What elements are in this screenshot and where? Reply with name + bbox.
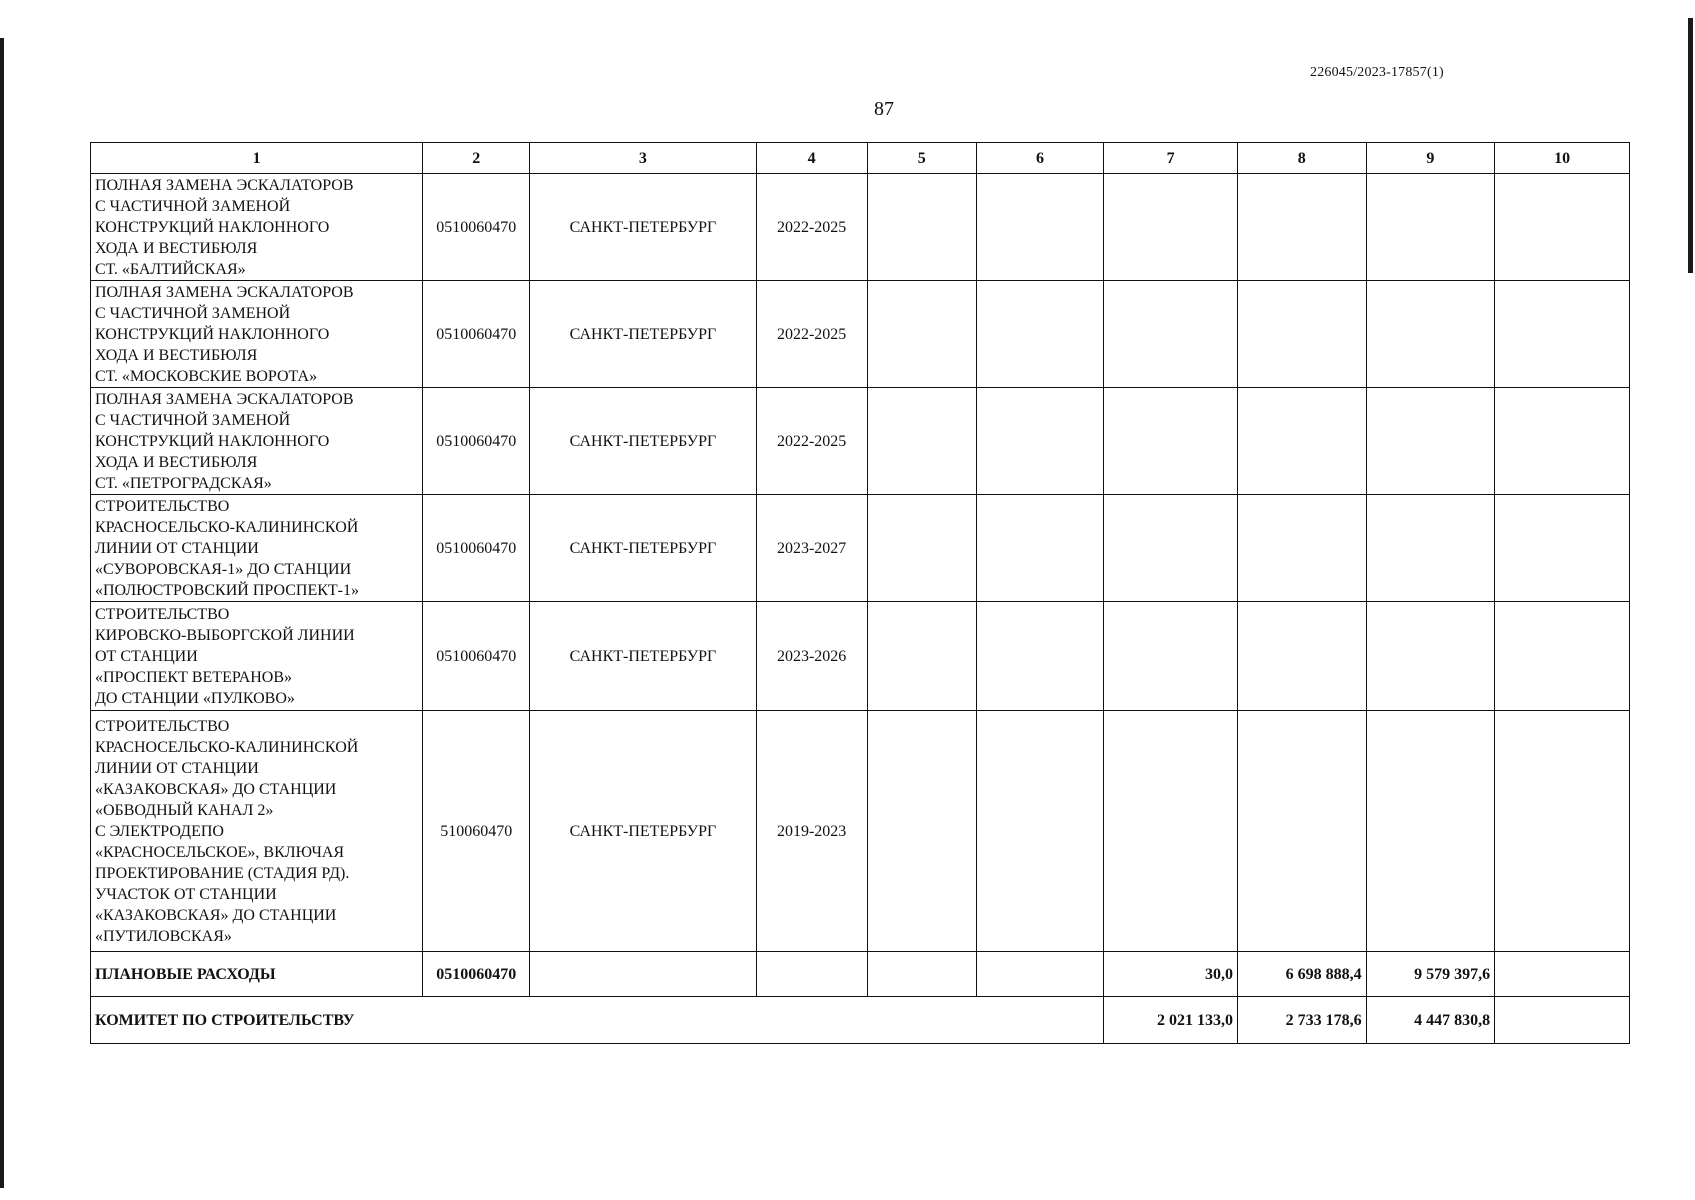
object-name: ПОЛНАЯ ЗАМЕНА ЭСКАЛАТОРОВ С ЧАСТИЧНОЙ ЗАМЕНОЙ КОНСТРУКЦИЙ НАКЛОННОГО ХОДА И ВЕСТИБЮЛЯ СТ. «МОСКОВСКИЕ ВОРОТА»: [91, 281, 423, 388]
period: 2023-2027: [756, 495, 867, 602]
planned-expenses-row: [91, 952, 1630, 997]
location: САНКТ-ПЕТЕРБУРГ: [530, 174, 756, 281]
empty-cell: [1495, 711, 1630, 952]
empty-cell: [1495, 495, 1630, 602]
empty-cell: [1238, 602, 1367, 711]
period: 2023-2026: [756, 602, 867, 711]
empty-cell: [867, 495, 976, 602]
budget-table: [90, 142, 1630, 1044]
empty-cell: [1238, 711, 1367, 952]
empty-cell: [1104, 174, 1238, 281]
column-header: 7: [1104, 143, 1238, 174]
empty-cell: [867, 174, 976, 281]
empty-cell: [976, 602, 1104, 711]
planned-expenses-col8: 6 698 888,4: [1238, 952, 1367, 997]
empty-cell: [530, 952, 756, 997]
column-header: 8: [1238, 143, 1367, 174]
planned-expenses-code: 0510060470: [423, 952, 530, 997]
empty-cell: [1366, 602, 1495, 711]
empty-cell: [976, 388, 1104, 495]
empty-cell: [1366, 281, 1495, 388]
budget-code: 0510060470: [423, 388, 530, 495]
empty-cell: [1104, 388, 1238, 495]
column-header: 10: [1495, 143, 1630, 174]
budget-code: 510060470: [423, 711, 530, 952]
table-row: [91, 174, 1630, 281]
empty-cell: [1366, 388, 1495, 495]
document-id: 226045/2023-17857(1): [1310, 65, 1444, 80]
empty-cell: [1495, 602, 1630, 711]
empty-cell: [1238, 174, 1367, 281]
object-name: ПОЛНАЯ ЗАМЕНА ЭСКАЛАТОРОВ С ЧАСТИЧНОЙ ЗАМЕНОЙ КОНСТРУКЦИЙ НАКЛОННОГО ХОДА И ВЕСТИБЮЛЯ СТ. «ПЕТРОГРАДСКАЯ»: [91, 388, 423, 495]
empty-cell: [1495, 952, 1630, 997]
table-header-row: [91, 143, 1630, 174]
column-header: 4: [756, 143, 867, 174]
empty-cell: [1366, 711, 1495, 952]
column-header: 3: [530, 143, 756, 174]
budget-code: 0510060470: [423, 281, 530, 388]
location: САНКТ-ПЕТЕРБУРГ: [530, 602, 756, 711]
column-header: 9: [1366, 143, 1495, 174]
committee-col9: 4 447 830,8: [1366, 997, 1495, 1044]
empty-cell: [756, 952, 867, 997]
empty-cell: [1495, 388, 1630, 495]
empty-cell: [1495, 997, 1630, 1044]
empty-cell: [1238, 388, 1367, 495]
period: 2022-2025: [756, 174, 867, 281]
empty-cell: [1238, 495, 1367, 602]
empty-cell: [1104, 602, 1238, 711]
empty-cell: [1238, 281, 1367, 388]
empty-cell: [976, 281, 1104, 388]
location: САНКТ-ПЕТЕРБУРГ: [530, 495, 756, 602]
period: 2022-2025: [756, 281, 867, 388]
empty-cell: [976, 174, 1104, 281]
empty-cell: [867, 281, 976, 388]
table-row: [91, 495, 1630, 602]
object-name: СТРОИТЕЛЬСТВО КРАСНОСЕЛЬСКО-КАЛИНИНСКОЙ ЛИНИИ ОТ СТАНЦИИ «СУВОРОВСКАЯ-1» ДО СТАНЦИИ «ПОЛЮСТРОВСКИЙ ПРОСПЕКТ-1»: [91, 495, 423, 602]
empty-cell: [1495, 281, 1630, 388]
scan-edge-left: [0, 38, 4, 1188]
budget-code: 0510060470: [423, 174, 530, 281]
empty-cell: [1366, 174, 1495, 281]
empty-cell: [867, 602, 976, 711]
budget-code: 0510060470: [423, 602, 530, 711]
table-row: [91, 602, 1630, 711]
object-name: СТРОИТЕЛЬСТВО КРАСНОСЕЛЬСКО-КАЛИНИНСКОЙ ЛИНИИ ОТ СТАНЦИИ «КАЗАКОВСКАЯ» ДО СТАНЦИИ «ОБВОДНЫЙ КАНАЛ 2» С ЭЛЕКТРОДЕПО «КРАСНОСЕЛЬСКОЕ», ВКЛЮЧАЯ ПРОЕКТИРОВАНИЕ (СТАДИЯ РД). УЧАСТОК ОТ СТАНЦИИ «КАЗАКОВСКАЯ» ДО СТАНЦИИ «ПУТИЛОВСКАЯ»: [91, 711, 423, 952]
period: 2022-2025: [756, 388, 867, 495]
column-header: 1: [91, 143, 423, 174]
empty-cell: [976, 952, 1104, 997]
location: САНКТ-ПЕТЕРБУРГ: [530, 281, 756, 388]
table-row: [91, 711, 1630, 952]
budget-code: 0510060470: [423, 495, 530, 602]
committee-total-row: [91, 997, 1630, 1044]
column-header: 6: [976, 143, 1104, 174]
object-name: ПОЛНАЯ ЗАМЕНА ЭСКАЛАТОРОВ С ЧАСТИЧНОЙ ЗАМЕНОЙ КОНСТРУКЦИЙ НАКЛОННОГО ХОДА И ВЕСТИБЮЛЯ СТ. «БАЛТИЙСКАЯ»: [91, 174, 423, 281]
committee-col7: 2 021 133,0: [1104, 997, 1238, 1044]
location: САНКТ-ПЕТЕРБУРГ: [530, 711, 756, 952]
planned-expenses-col7: 30,0: [1104, 952, 1238, 997]
object-name: СТРОИТЕЛЬСТВО КИРОВСКО-ВЫБОРГСКОЙ ЛИНИИ ОТ СТАНЦИИ «ПРОСПЕКТ ВЕТЕРАНОВ» ДО СТАНЦИИ «ПУЛКОВО»: [91, 602, 423, 711]
empty-cell: [1104, 281, 1238, 388]
empty-cell: [867, 952, 976, 997]
scan-edge-right: [1688, 18, 1693, 273]
empty-cell: [1104, 495, 1238, 602]
empty-cell: [976, 495, 1104, 602]
empty-cell: [1495, 174, 1630, 281]
empty-cell: [1366, 495, 1495, 602]
table-row: [91, 388, 1630, 495]
period: 2019-2023: [756, 711, 867, 952]
empty-cell: [867, 388, 976, 495]
committee-col8: 2 733 178,6: [1238, 997, 1367, 1044]
location: САНКТ-ПЕТЕРБУРГ: [530, 388, 756, 495]
empty-cell: [1104, 711, 1238, 952]
planned-expenses-label: ПЛАНОВЫЕ РАСХОДЫ: [91, 952, 423, 997]
planned-expenses-col9: 9 579 397,6: [1366, 952, 1495, 997]
empty-cell: [976, 711, 1104, 952]
table-row: [91, 281, 1630, 388]
empty-cell: [867, 711, 976, 952]
page-number: 87: [874, 98, 894, 120]
column-header: 2: [423, 143, 530, 174]
column-header: 5: [867, 143, 976, 174]
committee-label: КОМИТЕТ ПО СТРОИТЕЛЬСТВУ: [91, 997, 1104, 1044]
